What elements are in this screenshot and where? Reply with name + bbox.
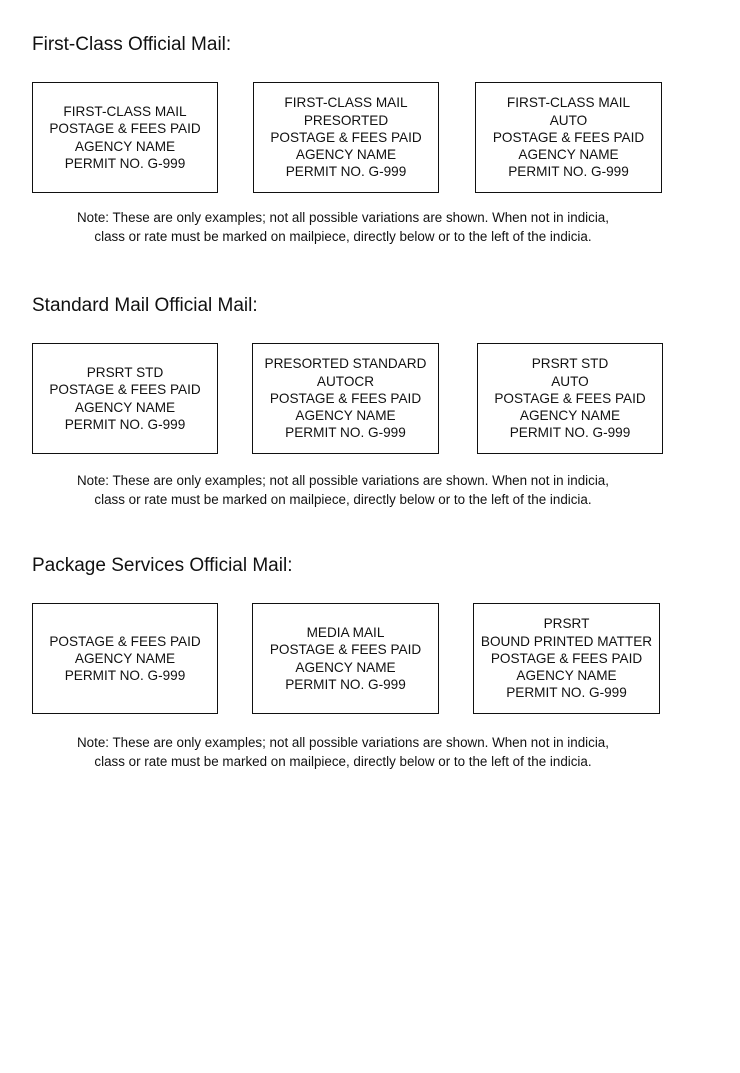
indicia-package-basic: [32, 603, 218, 714]
indicia-first-class-mail: [32, 82, 218, 193]
indicia-line: POSTAGE & FEES PAID: [269, 642, 422, 658]
indicia-line: PRSRT STD: [86, 365, 164, 381]
note-line: Note: These are only examples; not all possible variations are shown. When not in indicia,: [77, 473, 609, 488]
section-title-standard-mail: Standard Mail Official Mail:: [32, 295, 258, 316]
indicia-line: POSTAGE & FEES PAID: [494, 390, 646, 406]
indicia-prsrt-std-auto: [477, 343, 663, 454]
indicia-line: MEDIA MAIL: [306, 625, 385, 641]
indicia-line: PRSRT STD: [531, 356, 609, 372]
indicia-line: AUTO: [549, 112, 588, 128]
note-first-class: [20, 208, 666, 246]
note-line: Note: These are only examples; not all possible variations are shown. When not in indicia,: [77, 210, 609, 225]
indicia-line: PRSRT: [543, 616, 590, 632]
indicia-line: POSTAGE & FEES PAID: [270, 129, 422, 145]
note-line: class or rate must be marked on mailpiece, directly below or to the left of the indicia.: [94, 229, 592, 244]
indicia-line: PERMIT NO. G-999: [506, 685, 627, 701]
indicia-line: POSTAGE & FEES PAID: [49, 633, 201, 649]
indicia-line: PERMIT NO. G-999: [509, 425, 631, 441]
indicia-line: FIRST-CLASS MAIL: [63, 104, 187, 120]
note-line: Note: These are only examples; not all possible variations are shown. When not in indicia,: [77, 735, 609, 750]
indicia-first-class-auto: [475, 82, 662, 193]
section-title-package-services: Package Services Official Mail:: [32, 555, 293, 576]
indicia-line: POSTAGE & FEES PAID: [49, 382, 201, 398]
indicia-line: PERMIT NO. G-999: [64, 155, 186, 171]
indicia-prsrt-std: [32, 343, 218, 454]
indicia-line: AGENCY NAME: [74, 138, 176, 154]
indicia-line: FIRST-CLASS MAIL: [506, 95, 631, 111]
indicia-line: AGENCY NAME: [295, 659, 396, 675]
indicia-line: PERMIT NO. G-999: [508, 164, 629, 180]
indicia-line: POSTAGE & FEES PAID: [269, 390, 422, 406]
indicia-line: AGENCY NAME: [516, 668, 617, 684]
indicia-line: POSTAGE & FEES PAID: [490, 650, 643, 666]
indicia-line: PRESORTED STANDARD: [264, 356, 427, 372]
indicia-line: PERMIT NO. G-999: [285, 676, 406, 692]
indicia-line: AUTO: [551, 373, 589, 389]
indicia-bound-printed-matter: [473, 603, 660, 714]
note-package-services: [20, 733, 666, 771]
indicia-line: FIRST-CLASS MAIL: [284, 95, 408, 111]
note-standard-mail: [20, 471, 666, 509]
indicia-line: PERMIT NO. G-999: [285, 164, 407, 180]
indicia-media-mail: [252, 603, 439, 714]
section-title-first-class: First-Class Official Mail:: [32, 34, 232, 55]
indicia-line: AGENCY NAME: [74, 399, 176, 415]
indicia-line: POSTAGE & FEES PAID: [49, 121, 201, 137]
indicia-line: PERMIT NO. G-999: [64, 416, 186, 432]
indicia-line: AGENCY NAME: [74, 650, 176, 666]
indicia-first-class-presorted: [253, 82, 439, 193]
indicia-line: AGENCY NAME: [518, 147, 619, 163]
indicia-line: PERMIT NO. G-999: [285, 425, 406, 441]
indicia-line: PRESORTED: [303, 112, 389, 128]
indicia-line: AGENCY NAME: [295, 147, 397, 163]
note-line: class or rate must be marked on mailpiece, directly below or to the left of the indicia.: [94, 492, 592, 507]
indicia-line: AGENCY NAME: [519, 408, 621, 424]
indicia-line: BOUND PRINTED MATTER: [480, 633, 653, 649]
indicia-line: PERMIT NO. G-999: [64, 668, 186, 684]
indicia-line: AUTOCR: [316, 373, 375, 389]
indicia-line: POSTAGE & FEES PAID: [492, 129, 645, 145]
note-line: class or rate must be marked on mailpiece, directly below or to the left of the indicia.: [94, 754, 592, 769]
indicia-presorted-standard-autocr: [252, 343, 439, 454]
indicia-line: AGENCY NAME: [295, 408, 396, 424]
